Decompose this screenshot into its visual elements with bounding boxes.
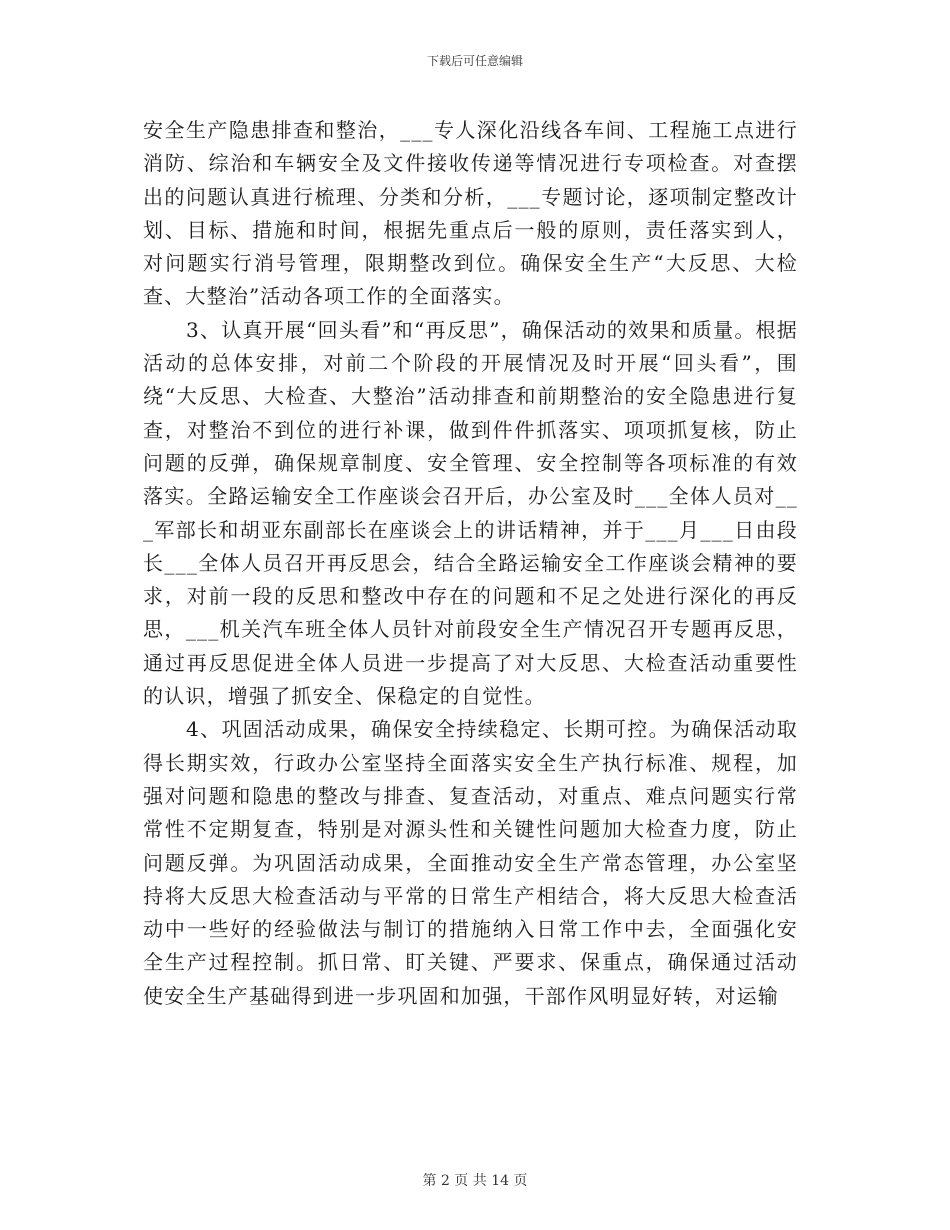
document-body bbox=[143, 114, 798, 1013]
page-header: 下载后可任意编辑 bbox=[426, 54, 523, 68]
page-number: 第 2 页 共 14 页 bbox=[422, 1173, 528, 1189]
paragraph-continuation: 安全生产隐患排查和整治，___专人深化沿线各车间、工程施工点进行消防、综治和车辆安全及文件接收传递等情况进行专项检查。对查摆出的问题认真进行梳理、分类和分析，___专题讨论，逐项制定整改计划、目标、措施和时间，根据先重点后一般的原则，责任落实到人，对问题实行消号管理，限期整改到位。确保安全生产“大反思、大检查、大整治”活动各项工作的全面落实。 bbox=[143, 118, 798, 309]
paragraph-item-4: 4、巩固活动成果，确保安全持续稳定、长期可控。为确保活动取得长期实效，行政办公室坚持全面落实安全生产执行标准、规程，加强对问题和隐患的整改与排查、复查活动，对重点、难点问题实行常常性不定期复查，特别是对源头性和关键性问题加大检查力度，防止问题反弹。为巩固活动成果，全面推动安全生产常态管理，办公室坚持将大反思大检查活动与平常的日常生产相结合，将大反思大检查活动中一些好的经验做法与制订的措施纳入日常工作中去，全面强化安全生产过程控制。抓日常、盯关键、严要求、保重点，确保通过活动使安全生产基础得到进一步巩固和加强，干部作风明显好转，对运输 bbox=[143, 717, 798, 1008]
paragraph-item-3: 3、认真开展“回头看”和“再反思”，确保活动的效果和质量。根据活动的总体安排，对前二个阶段的开展情况及时开展“回头看”，围绕“大反思、大检查、大整治”活动排查和前期整治的安全隐患进行复查，对整治不到位的进行补课，做到件件抓落实、项项抓复核，防止问题的反弹，确保规章制度、安全管理、安全控制等各项标准的有效落实。全路运输安全工作座谈会召开后，办公室及时___全体人员对___军部长和胡亚东副部长在座谈会上的讲话精神，并于___月___日由段长___全体人员召开再反思会，结合全路运输安全工作座谈会精神的要求，对前一段的反思和整改中存在的问题和不足之处进行深化的再反思，___机关汽车班全体人员针对前段安全生产情况召开专题再反思，通过再反思促进全体人员进一步提高了对大反思、大检查活动重要性的认识，增强了抓安全、保稳定的自觉性。 bbox=[143, 317, 798, 709]
